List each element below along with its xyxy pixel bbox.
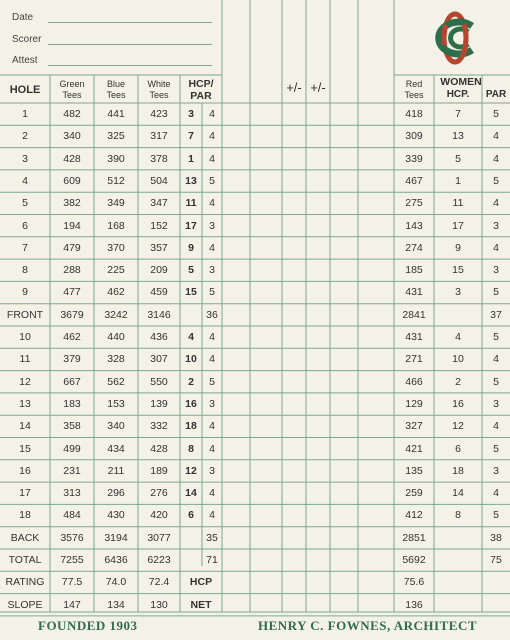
cell-hole: 10 — [19, 331, 31, 343]
plusminus-header-2: +/- — [310, 80, 326, 95]
cell-wpar: 4 — [493, 241, 499, 254]
cell-blue: 328 — [107, 353, 125, 366]
cell-par: 5 — [209, 286, 215, 299]
cell-white: 550 — [150, 375, 168, 388]
cell-blue: 134 — [107, 598, 125, 611]
cell-green: 382 — [63, 197, 81, 210]
cell-hcp: 9 — [188, 241, 194, 254]
cell-white: 72.4 — [148, 576, 170, 589]
cell-green: 482 — [63, 108, 81, 120]
cell-par: 4 — [209, 130, 215, 143]
cell-par: 4 — [209, 442, 215, 455]
cell-wpar — [482, 571, 510, 593]
cell-red: 2851 — [402, 531, 426, 544]
cell-blue: 3194 — [104, 531, 128, 544]
cell-hole: 14 — [19, 420, 31, 433]
cell-green: 3576 — [60, 531, 84, 544]
cell-whcp: 17 — [452, 219, 464, 232]
cell-hcp: 10 — [185, 353, 197, 366]
cell-white: 504 — [150, 174, 168, 187]
cell-hole: 4 — [22, 174, 28, 187]
hole-header: HOLE — [9, 84, 41, 96]
hcp-par-header: HCP/ PAR — [188, 78, 214, 102]
cell-white: 3077 — [147, 531, 171, 544]
cell-green: 77.5 — [61, 576, 83, 589]
cell-blue: 562 — [107, 375, 125, 388]
cell-par: 35 — [206, 531, 218, 544]
cell-red: 185 — [405, 264, 423, 277]
cell-blue: 441 — [107, 108, 125, 120]
cell-blue: 6436 — [104, 554, 128, 566]
cell-blue: 434 — [107, 442, 125, 455]
cell-whcp: 18 — [452, 464, 464, 477]
cell-green: 484 — [63, 509, 81, 522]
cell-wpar — [482, 594, 510, 616]
women-header: WOMEN — [440, 76, 482, 88]
cell-white: 209 — [150, 264, 168, 277]
cell-hole: 8 — [22, 264, 28, 277]
date-label: Date — [12, 12, 34, 23]
cell-wpar: 5 — [493, 286, 499, 299]
cell-hcp: 5 — [188, 264, 194, 277]
cell-green: 667 — [63, 375, 81, 388]
cell-blue: 168 — [107, 219, 125, 232]
white-tees-header: White Tees — [147, 79, 171, 100]
cell-whcp: 12 — [452, 420, 464, 433]
cell-hole: 13 — [19, 397, 31, 410]
cell-hole: 12 — [19, 375, 31, 388]
cell-hcp: 16 — [185, 397, 197, 410]
cell-hcp: 1 — [188, 152, 194, 165]
cell-red: 136 — [405, 598, 423, 611]
cell-white: 130 — [150, 598, 168, 611]
cell-white: 347 — [150, 197, 168, 210]
cell-green: 7255 — [60, 554, 84, 566]
cell-par: 36 — [206, 308, 218, 321]
cell-white: 378 — [150, 152, 168, 165]
cell-red: 466 — [405, 375, 423, 388]
cell-hcp: 12 — [185, 464, 197, 477]
cell-wpar: 3 — [493, 397, 499, 410]
cell-par: 3 — [209, 219, 215, 232]
cell-par: 71 — [206, 554, 218, 566]
cell-white: 436 — [150, 331, 168, 343]
cell-green: 183 — [63, 397, 81, 410]
cell-par: 4 — [209, 420, 215, 433]
cell-green: 462 — [63, 331, 81, 343]
women-par-header: PAR — [485, 89, 507, 100]
cell-blue: 440 — [107, 331, 125, 343]
cell-red: 75.6 — [403, 576, 425, 589]
cell-wpar: 38 — [490, 531, 502, 544]
cell-par: 4 — [209, 331, 215, 343]
cell-green: 231 — [63, 464, 81, 477]
cell-wpar: 4 — [493, 197, 499, 210]
cell-par: 4 — [209, 108, 215, 120]
cell-white: 459 — [150, 286, 168, 299]
cell-red: 259 — [405, 487, 423, 500]
cell-white: 317 — [150, 130, 168, 143]
cell-par: 3 — [209, 464, 215, 477]
cell-wpar: 4 — [493, 130, 499, 143]
cell-green: 147 — [63, 598, 81, 611]
cell-blue: 462 — [107, 286, 125, 299]
cell-red: 129 — [405, 397, 423, 410]
cell-red: 412 — [405, 509, 423, 522]
cell-blue: 430 — [107, 509, 125, 522]
cell-whcp — [434, 594, 482, 616]
cell-white: 423 — [150, 108, 168, 120]
cell-par: 4 — [209, 241, 215, 254]
cell-wpar: 5 — [493, 509, 499, 522]
cell-par: 5 — [209, 174, 215, 187]
cell-par: 4 — [209, 487, 215, 500]
cell-hole: 3 — [22, 152, 28, 165]
cell-hole: 17 — [19, 487, 31, 500]
cell-wpar: 4 — [493, 353, 499, 366]
cell-white: 139 — [150, 397, 168, 410]
cell-hcp: 17 — [185, 219, 197, 232]
cell-par: 4 — [209, 509, 215, 522]
cell-green: 479 — [63, 241, 81, 254]
green-tees-header: Green Tees — [59, 79, 85, 100]
cell-wpar: 4 — [493, 152, 499, 165]
cell-green: 358 — [63, 420, 81, 433]
cell-wpar: 37 — [490, 308, 502, 321]
cell-green: 288 — [63, 264, 81, 277]
cell-hcp: 8 — [188, 442, 194, 455]
cell-blue: 3242 — [104, 308, 128, 321]
cell-par: 3 — [209, 264, 215, 277]
cell-white: 420 — [150, 509, 168, 522]
cell-white: 307 — [150, 353, 168, 366]
cell-white: 189 — [150, 464, 168, 477]
founded-text: FOUNDED 1903 — [38, 618, 138, 633]
cell-hole: TOTAL — [8, 554, 42, 566]
cell-green: 313 — [63, 487, 81, 500]
plusminus-header-1: +/- — [286, 80, 302, 95]
cell-wpar: 5 — [493, 442, 499, 455]
cell-wpar: 75 — [490, 554, 502, 566]
cell-red: 5692 — [402, 554, 426, 566]
cell-blue: 211 — [107, 464, 125, 477]
cell-hcp: 13 — [185, 174, 197, 187]
cell-red: 274 — [405, 241, 423, 254]
cell-blue: 225 — [107, 264, 125, 277]
cell-whcp: 16 — [452, 397, 464, 410]
cell-hole: 5 — [22, 197, 28, 210]
attest-label: Attest — [12, 55, 38, 66]
cell-hcp: NET — [190, 598, 212, 611]
cell-whcp: 9 — [455, 241, 461, 254]
cell-wpar: 3 — [493, 264, 499, 277]
cell-hcp: 11 — [185, 197, 197, 210]
cell-wpar: 5 — [493, 174, 499, 187]
cell-hole: 18 — [19, 509, 31, 522]
cell-wpar: 5 — [493, 331, 499, 343]
cell-white: 276 — [150, 487, 168, 500]
cell-whcp: 1 — [455, 174, 461, 187]
cell-par: 4 — [209, 353, 215, 366]
cell-blue: 340 — [107, 420, 125, 433]
cell-wpar: 4 — [493, 420, 499, 433]
cell-white: 3146 — [147, 308, 171, 321]
cell-hole: 7 — [22, 241, 28, 254]
cell-hole: RATING — [5, 576, 45, 589]
cell-whcp: 5 — [455, 152, 461, 165]
cell-hcp: 2 — [188, 375, 194, 388]
cell-whcp: 3 — [455, 286, 461, 299]
cell-hcp — [180, 549, 202, 571]
cell-par — [202, 571, 222, 593]
cell-red: 327 — [405, 420, 423, 433]
cell-red: 339 — [405, 152, 423, 165]
cell-wpar: 3 — [493, 219, 499, 232]
cell-hole: 9 — [22, 286, 28, 299]
cell-hole: 11 — [19, 353, 31, 366]
cell-red: 2841 — [402, 308, 426, 321]
cell-blue: 74.0 — [105, 576, 127, 589]
cell-wpar: 4 — [493, 487, 499, 500]
cell-green: 499 — [63, 442, 81, 455]
cell-par: 5 — [209, 375, 215, 388]
club-logo — [420, 8, 490, 68]
cell-hole: 1 — [22, 108, 28, 120]
cell-blue: 390 — [107, 152, 125, 165]
cell-blue: 349 — [107, 197, 125, 210]
cell-green: 477 — [63, 286, 81, 299]
cell-whcp — [434, 304, 482, 326]
cell-red: 418 — [405, 108, 423, 120]
cell-blue: 153 — [107, 397, 125, 410]
cell-white: 332 — [150, 420, 168, 433]
cell-whcp: 6 — [455, 442, 461, 455]
cell-hole: SLOPE — [7, 598, 43, 611]
cell-whcp: 2 — [455, 375, 461, 388]
cell-par: 4 — [209, 152, 215, 165]
cell-whcp: 4 — [455, 331, 461, 343]
cell-white: 428 — [150, 442, 168, 455]
cell-hcp: HCP — [189, 576, 213, 589]
cell-green: 379 — [63, 353, 81, 366]
cell-whcp: 10 — [452, 353, 464, 366]
cell-green: 609 — [63, 174, 81, 187]
cell-hole: 16 — [19, 464, 31, 477]
cell-green: 340 — [63, 130, 81, 143]
cell-red: 467 — [405, 174, 423, 187]
cell-hcp: 14 — [185, 487, 197, 500]
cell-green: 3679 — [60, 308, 84, 321]
cell-whcp: 11 — [452, 197, 464, 210]
cell-hcp: 4 — [188, 331, 194, 343]
cell-red: 135 — [405, 464, 423, 477]
cell-blue: 296 — [107, 487, 125, 500]
cell-hcp: 3 — [188, 108, 194, 120]
cell-white: 357 — [150, 241, 168, 254]
blue-tees-header: Blue Tees — [106, 79, 126, 100]
cell-wpar: 5 — [493, 108, 499, 120]
cell-whcp: 14 — [452, 487, 464, 500]
scorer-label: Scorer — [12, 34, 42, 45]
cell-whcp: 8 — [455, 509, 461, 522]
cell-red: 309 — [405, 130, 423, 143]
architect-text: HENRY C. FOWNES, ARCHITECT — [258, 618, 478, 633]
cell-whcp — [434, 549, 482, 571]
cell-whcp: 15 — [452, 264, 464, 277]
cell-red: 275 — [405, 197, 423, 210]
cell-hole: FRONT — [6, 308, 44, 321]
cell-red: 143 — [405, 219, 423, 232]
cell-blue: 370 — [107, 241, 125, 254]
cell-white: 152 — [150, 219, 168, 232]
cell-whcp: 7 — [455, 108, 461, 120]
cell-whcp — [434, 527, 482, 549]
cell-red: 271 — [405, 353, 423, 366]
cell-hole: 2 — [22, 130, 28, 143]
cell-white: 6223 — [147, 554, 171, 566]
cell-whcp: 13 — [452, 130, 464, 143]
cell-hcp — [180, 304, 202, 326]
cell-green: 428 — [63, 152, 81, 165]
cell-wpar: 3 — [493, 464, 499, 477]
cell-blue: 325 — [107, 130, 125, 143]
cell-red: 431 — [405, 286, 423, 299]
cell-hcp: 6 — [188, 509, 194, 522]
cell-red: 421 — [405, 442, 423, 455]
cell-green: 194 — [63, 219, 81, 232]
cell-hole: BACK — [10, 531, 40, 544]
cell-blue: 512 — [107, 174, 125, 187]
cell-whcp — [434, 571, 482, 593]
cell-hcp: 7 — [188, 130, 194, 143]
cell-par — [202, 594, 222, 616]
cell-wpar: 5 — [493, 375, 499, 388]
women-hcp-header: HCP. — [446, 89, 470, 100]
cell-red: 431 — [405, 331, 423, 343]
cell-hcp — [180, 527, 202, 549]
cell-par: 3 — [209, 397, 215, 410]
cell-hcp: 15 — [185, 286, 197, 299]
cell-hcp: 18 — [185, 420, 197, 433]
cell-hole: 6 — [22, 219, 28, 232]
red-tees-header: Red Tees — [404, 79, 424, 100]
cell-hole: 15 — [19, 442, 31, 455]
cell-par: 4 — [209, 197, 215, 210]
